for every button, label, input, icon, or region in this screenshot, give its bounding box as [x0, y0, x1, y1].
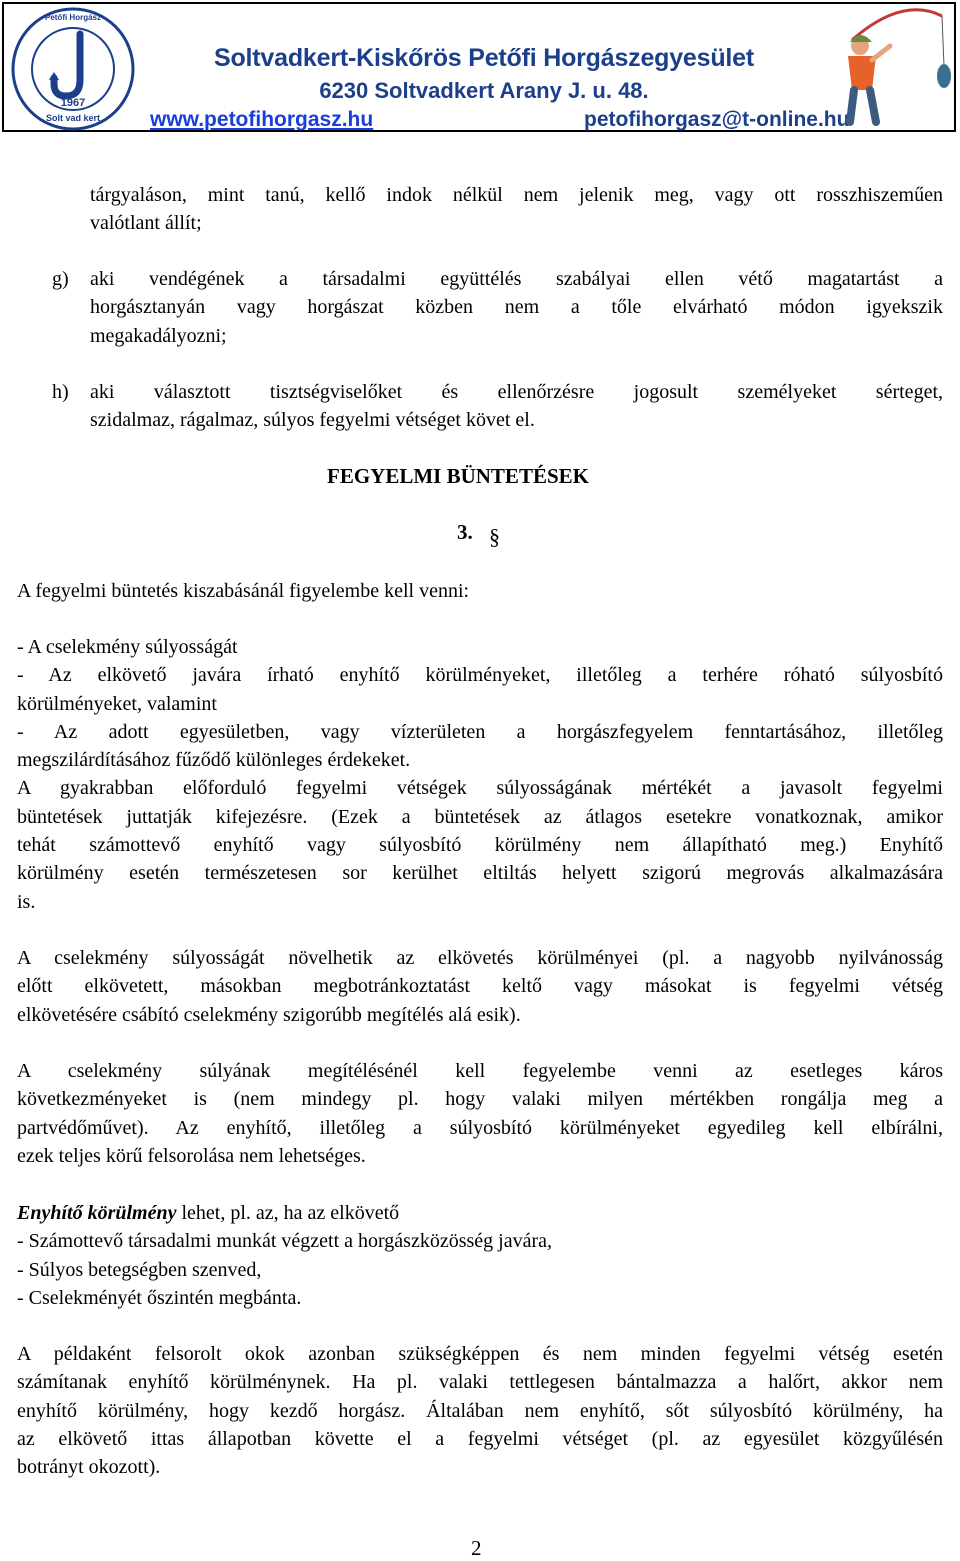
letterhead: [2, 2, 956, 132]
item-h: [90, 378, 943, 435]
text-line: botrányt okozott).: [17, 1456, 161, 1479]
text-line: megakadályozni;: [90, 324, 227, 347]
text-line: A cselekmény súlyának megítélésénél kell fegyelembe venni az esetleges káros: [17, 1060, 943, 1082]
section-number: 3.: [457, 520, 473, 544]
text-line: megszilárdításához fűződő különleges érdekeket.: [17, 749, 411, 772]
text-line: elkövetésére csábító cselekmény szigorúbb megítélés alá esik).: [17, 1003, 521, 1026]
svg-text:Petőfi Horgász: Petőfi Horgász: [44, 13, 102, 22]
text-line: [17, 1199, 943, 1227]
mitigating-section: [17, 1199, 943, 1312]
mitigating-intro: lehet, pl. az, ha az elkövető: [176, 1202, 400, 1224]
list-item: - Súlyos betegségben szenved,: [17, 1258, 262, 1281]
text-line: az elkövető ittas állapotban követte el a fegyelmi vétséget (pl. az egyesület közgyűlésén: [17, 1427, 943, 1450]
paragraph-examples: [17, 1340, 943, 1481]
text-line: - Az elkövető javára írható enyhítő körülményeket, illetőleg a terhére róható súlyosbító: [17, 664, 943, 687]
mitigating-term: Enyhítő körülmény: [17, 1202, 177, 1224]
paragraph-consequences: [17, 1057, 943, 1170]
text-line: előtt elkövetett, másokban megbotránkoztatást keltő vagy másokat is fegyelmi vétség: [17, 975, 943, 998]
text-line: partvédőművet). Az enyhítő, illetőleg a súlyosbító körülményeket egyedileg kell elbírálni,: [17, 1116, 943, 1139]
text-line: A fegyelmi büntetés kiszabásánál figyelembe kell venni:: [17, 580, 470, 602]
text-line: szidalmaz, rágalmaz, súlyos fegyelmi vétséget követ el.: [90, 409, 535, 432]
item-g: [90, 265, 943, 350]
club-address: 6230 Soltvadkert Arany J. u. 48.: [319, 78, 649, 103]
text-line: számítanak enyhítő körülménynek. Ha pl. valaki tettlegesen bántalmazza a halőrt, akkor nem: [17, 1371, 943, 1394]
text-line: horgásztanyán vagy horgászat közben nem a tőle elvárható módon igyekszik: [90, 296, 943, 319]
item-f-continuation: [90, 181, 943, 238]
text-line: következményeket is (nem mindegy pl. hogy valaki milyen mértékben rongálja meg a: [17, 1088, 943, 1111]
section-sign: §: [489, 524, 500, 549]
text-line: tehát számottevő enyhítő vagy súlyosbító körülmény nem állapítható meg.) Enyhítő: [17, 834, 943, 857]
fisherman-illustration-icon: [832, 6, 956, 130]
website-link[interactable]: www.petofihorgasz.hu: [150, 108, 374, 131]
text-line: aki vendégének a társadalmi együttélés szabályai ellen vétő magatartást a: [90, 268, 943, 290]
item-g-label: g): [52, 268, 69, 290]
intro-paragraph: [17, 577, 943, 605]
text-line: aki választott tisztségviselőket és ellenőrzésre jogosult személyeket sérteget,: [90, 381, 943, 403]
text-line: tárgyaláson, mint tanú, kellő indok nélkül nem jelenik meg, vagy ott rosszhiszeműen: [90, 184, 943, 206]
consideration-paragraph: [17, 633, 943, 916]
text-line: - Az adott egyesületben, vagy vízterületen a horgászfegyelem fenntartásához, illetőleg: [17, 720, 943, 743]
club-logo-icon: [10, 6, 136, 132]
text-line: enyhítő körülmény, hogy kezdő horgász. Általában nem enyhítő, sőt súlyosbító körülmény, ha: [17, 1399, 943, 1422]
item-h-label: h): [52, 381, 69, 403]
list-item: - Cselekményét őszintén megbánta.: [17, 1286, 302, 1309]
text-line: is.: [17, 890, 36, 913]
list-item: - Számottevő társadalmi munkát végzett a horgászközösség javára,: [17, 1230, 552, 1253]
text-line: valótlant állít;: [90, 212, 202, 235]
text-line: büntetések juttatják kifejezésre. (Ezek a büntetések az átlagos esetekre vonatkoznak, amikor: [17, 805, 943, 828]
text-line: körülmény esetén természetesen sor kerülhet eltiltás helyett szigorú megrovás alkalmazására: [17, 862, 943, 885]
text-line: A cselekmény súlyosságát növelhetik az elkövetés körülményei (pl. a nagyobb nyilvánosság: [17, 947, 943, 969]
text-line: ezek teljes körű felsorolása nem lehetséges.: [17, 1144, 366, 1167]
email-address[interactable]: petofihorgasz@t-online.hu: [584, 108, 850, 131]
section-heading: FEGYELMI BÜNTETÉSEK: [327, 464, 589, 488]
text-line: - A cselekmény súlyosságát: [17, 636, 238, 658]
text-line: A példaként felsorolt okok azonban szükségképpen és nem minden fegyelmi vétség esetén: [17, 1343, 943, 1365]
page-number: 2: [471, 1536, 482, 1560]
club-name: Soltvadkert-Kiskőrös Petőfi Horgászegyesület: [214, 44, 754, 72]
svg-text:1967: 1967: [60, 97, 86, 109]
paragraph-severity: [17, 944, 943, 1029]
text-line: körülményeket, valamint: [17, 692, 217, 715]
svg-text:Solt vad kert: Solt vad kert: [45, 113, 101, 123]
text-line: A gyakrabban előforduló fegyelmi vétségek súlyosságának mértékét a javasolt fegyelmi: [17, 777, 943, 800]
